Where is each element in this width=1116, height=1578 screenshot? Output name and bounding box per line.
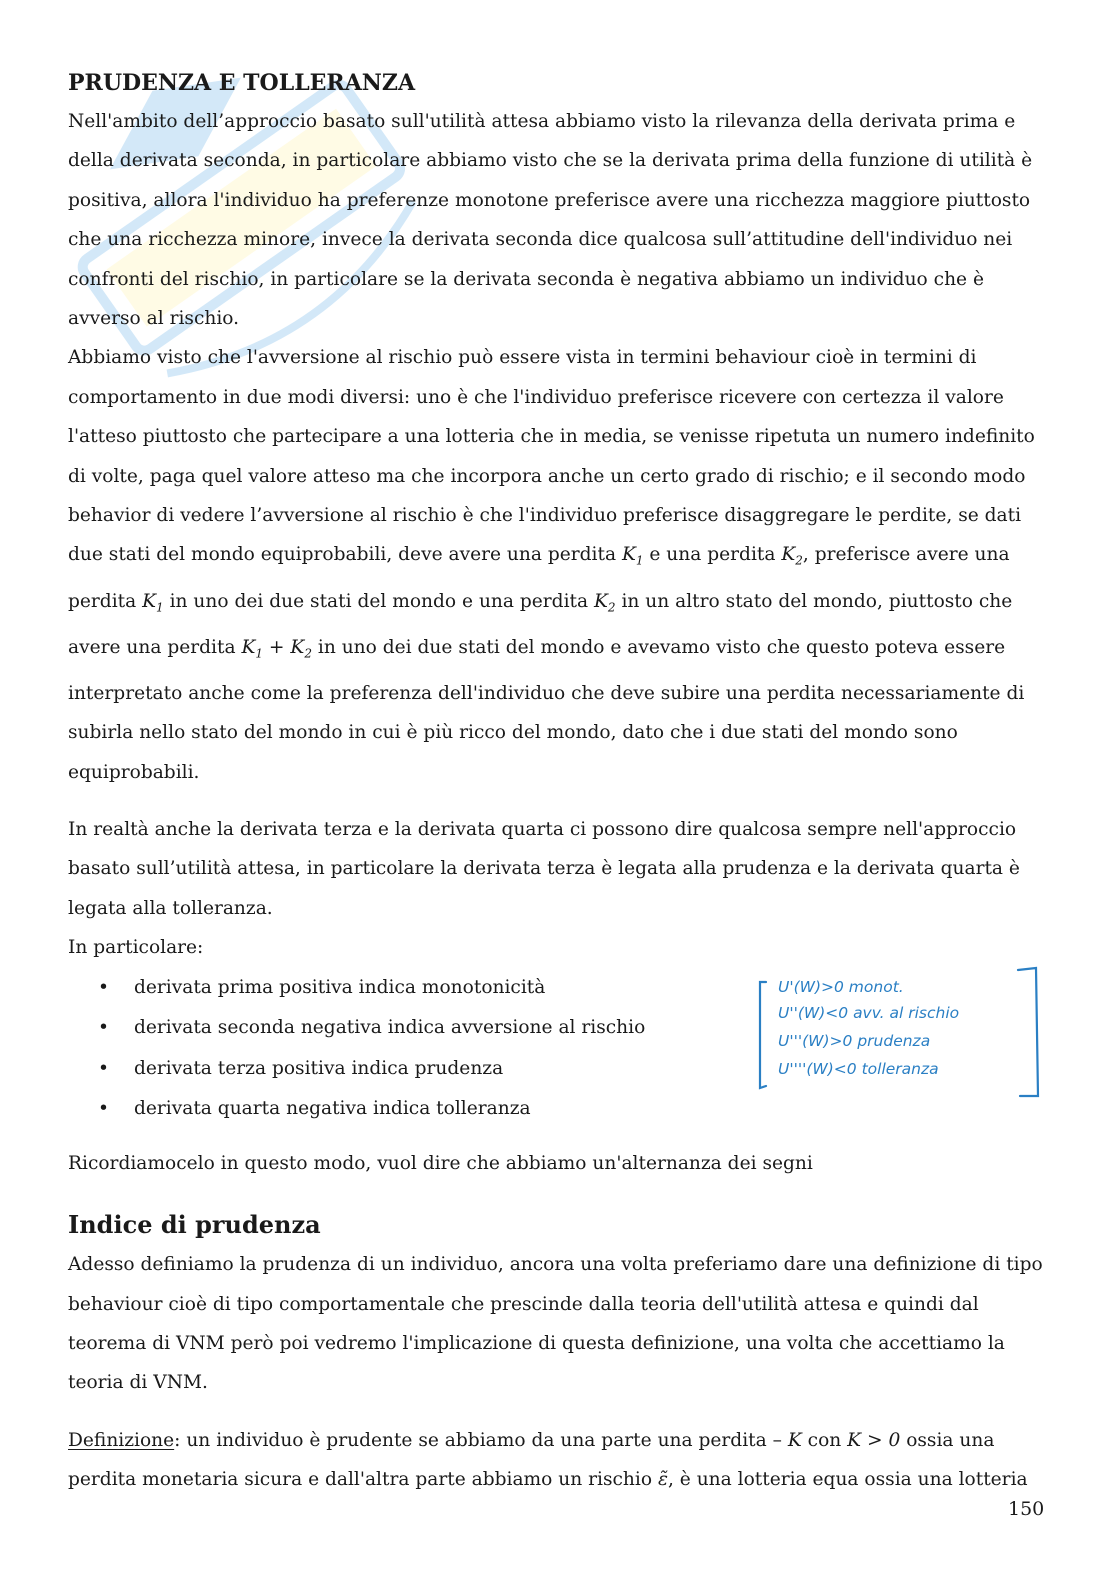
- list-item: • derivata terza positiva indica prudenza: [68, 1049, 1046, 1090]
- paragraph: Abbiamo visto che l'avversione al rischio può essere vista in termini behaviour cioè in termini di comportamento in due modi diversi: uno è che l'individuo preferisce ricevere con certezza il valore l'atteso piuttosto che partecipare a una lotteria che in media, se venisse ripetuta un numero indefinito di volte, paga quel valore atteso ma che incorpora anche un certo grado di rischio; e il secondo modo behavior di vedere l’avversione al rischio è che l'individuo preferisce disaggregare le perdite, se dati due stati del mondo equiprobabili, deve avere una perdita $K_1$ e una perdita $K_2$, preferisce avere una perdita $K_1$ in uno dei due stati del mondo e una perdita $K_2$ in un altro stato del mondo, piuttosto che avere una perdita $K_1 + K_2$ in uno dei due stati del mondo e avevamo visto che questo poteva essere interpretato anche come la preferenza dell'individuo che deve subire una perdita necessariamente di subirla nello stato del mondo in cui è più ricco del mondo, dato che i due stati del mondo sono equiprobabili.: [68, 347, 1035, 783]
- page-number: 150: [1008, 1498, 1045, 1520]
- paragraph: Adesso definiamo la prudenza di un individuo, ancora una volta preferiamo dare una definizione di tipo behaviour cioè di tipo comportamentale che prescinde dalla teoria dell'utilità attesa e quindi dal teorema di VNM però poi vedremo l'implicazione di questa definizione, una volta che accettiamo la teoria di VNM.: [68, 1254, 1043, 1394]
- paragraph: In realtà anche la derivata terza e la derivata quarta ci possono dire qualcosa sempre nell'approccio basato sull’utilità attesa, in particolare la derivata terza è legata alla prudenza e la derivata quarta è legata alla tolleranza.: [68, 819, 1020, 919]
- handwritten-note: [752, 960, 1052, 1100]
- handwritten-line: U'''(W)>0 prudenza: [778, 1032, 931, 1050]
- handwritten-line: U'(W)>0 monot.: [778, 978, 904, 996]
- paragraph: Ricordiamocelo in questo modo, vuol dire che abbiamo un'alternanza dei segni: [68, 1152, 813, 1174]
- list-item: • derivata quarta negativa indica tolleranza: [68, 1089, 1046, 1130]
- definition-paragraph: Definizione: un individuo è prudente se abbiamo da una parte una perdita – K con K > 0 ossia una perdita monetaria sicura e dall'altra parte abbiamo un rischio ε̃, è una lotteria equa ossia una lotteria: [68, 1429, 1028, 1491]
- paragraph: In particolare:: [68, 937, 204, 959]
- paragraph: Nell'ambito dell’approccio basato sull'utilità attesa abbiamo visto la rilevanza della derivata prima e della derivata seconda, in particolare abbiamo visto che se la derivata prima della funzione di utilità è positiva, allora l'individuo ha preferenze monotone preferisce avere una ricchezza maggiore piuttosto che una ricchezza minore, invece la derivata seconda dice qualcosa sull’attitudine dell'individuo nei confronti del rischio, in particolare se la derivata seconda è negativa abbiamo un individuo che è avverso al rischio.: [68, 111, 1033, 330]
- handwritten-line: U''(W)<0 avv. al rischio: [778, 1004, 960, 1022]
- main-content: [68, 64, 1046, 1500]
- list-item: • derivata seconda negativa indica avversione al rischio: [68, 1008, 1046, 1049]
- handwritten-line: U''''(W)<0 tolleranza: [778, 1060, 939, 1078]
- section-title: Indice di prudenza: [68, 1210, 321, 1240]
- page-title: PRUDENZA E TOLLERANZA: [68, 70, 416, 96]
- definition-label: Definizione: [68, 1429, 175, 1451]
- list-item: • derivata prima positiva indica monotonicità: [68, 968, 1046, 1009]
